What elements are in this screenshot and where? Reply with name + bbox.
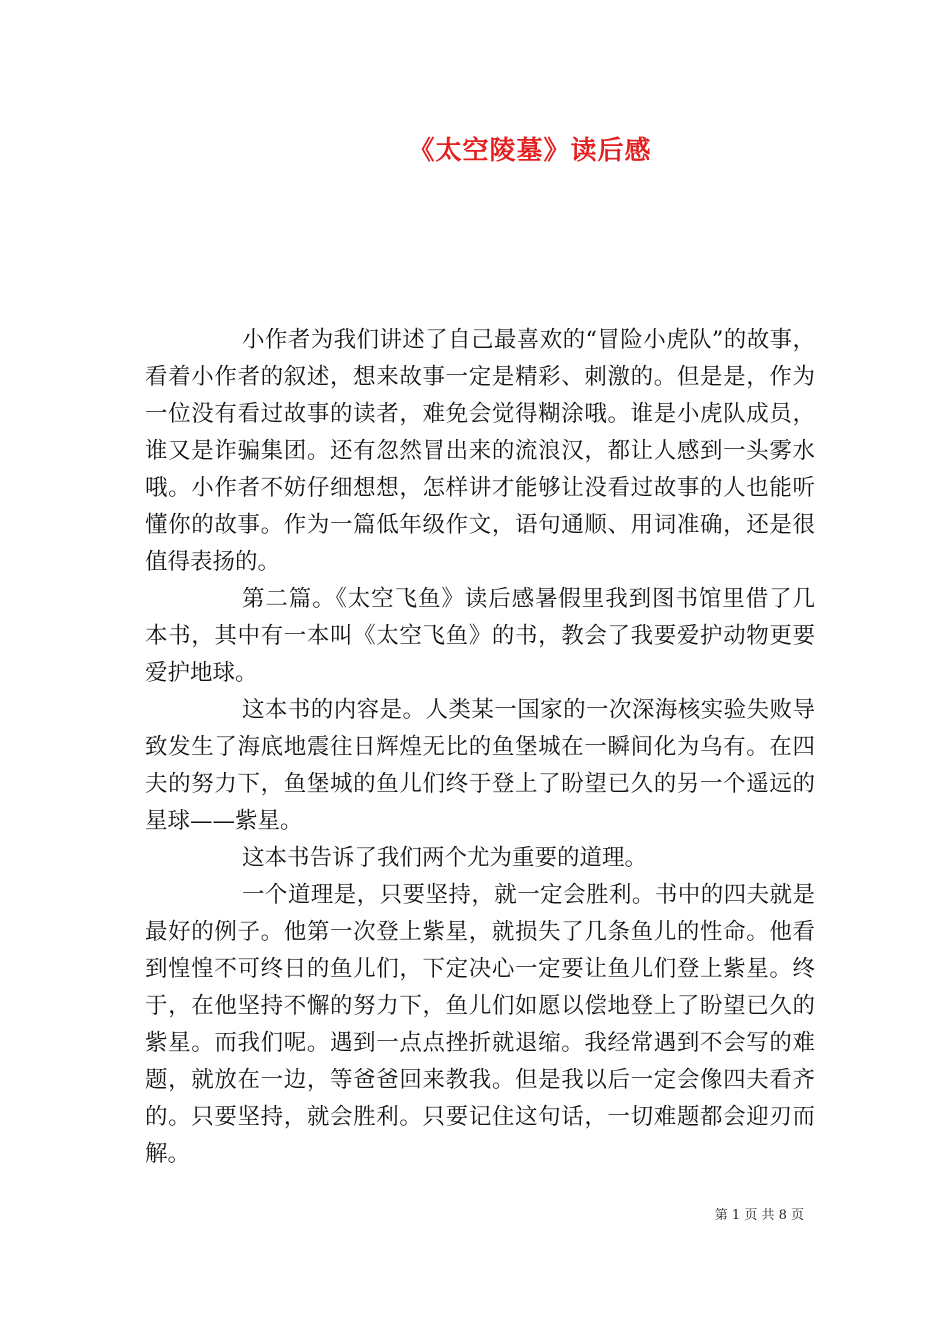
paragraph: 第二篇。《太空飞鱼》读后感暑假里我到图书馆里借了几本书，其中有一本叫《太空飞鱼》的书，教会了我要爱护动物更要爱护地球。 xyxy=(145,586,815,686)
page-number: 第 1 页 共 8 页 xyxy=(714,1208,804,1223)
paragraph: 小作者为我们讲述了自己最喜欢的“冒险小虎队”的故事，看着小作者的叙述，想来故事一定是精彩、刺激的。但是是，作为一位没有看过故事的读者，难免会觉得糊涂哦。谁是小虎队成员，谁又是诈骗集团。还有忽然冒出来的流浪汉，都让人感到一头雾水哦。小作者不妨仔细想想，怎样讲才能够让没看过故事的人也能听懂你的故事。作为一篇低年级作文，语句通顺、用词准确，还是很值得表扬的。 xyxy=(145,327,815,575)
paragraph: 一个道理是，只要坚持，就一定会胜利。书中的四夫就是最好的例子。他第一次登上紫星，就损失了几条鱼儿的性命。他看到惶惶不可终日的鱼儿们，下定决心一定要让鱼儿们登上紫星。终于，在他坚持不懈的努力下，鱼儿们如愿以偿地登上了盼望已久的紫星。而我们呢。遇到一点点挫折就退缩。我经常遇到不会写的难题，就放在一边，等爸爸回来教我。但是我以后一定会像四夫看齐的。只要坚持，就会胜利。只要记住这句话，一切难题都会迎刃而解。 xyxy=(145,882,815,1167)
paragraph: 这本书告诉了我们两个尤为重要的道理。 xyxy=(242,845,648,871)
document-body xyxy=(145,322,815,1173)
paragraph: 这本书的内容是。人类某一国家的一次深海核实验失败导致发生了海底地震往日辉煌无比的鱼堡城在一瞬间化为乌有。在四夫的努力下，鱼堡城的鱼儿们终于登上了盼望已久的另一个遥远的星球——紫星。 xyxy=(145,697,815,834)
document-title: 《太空陵墓》读后感 xyxy=(408,136,652,166)
